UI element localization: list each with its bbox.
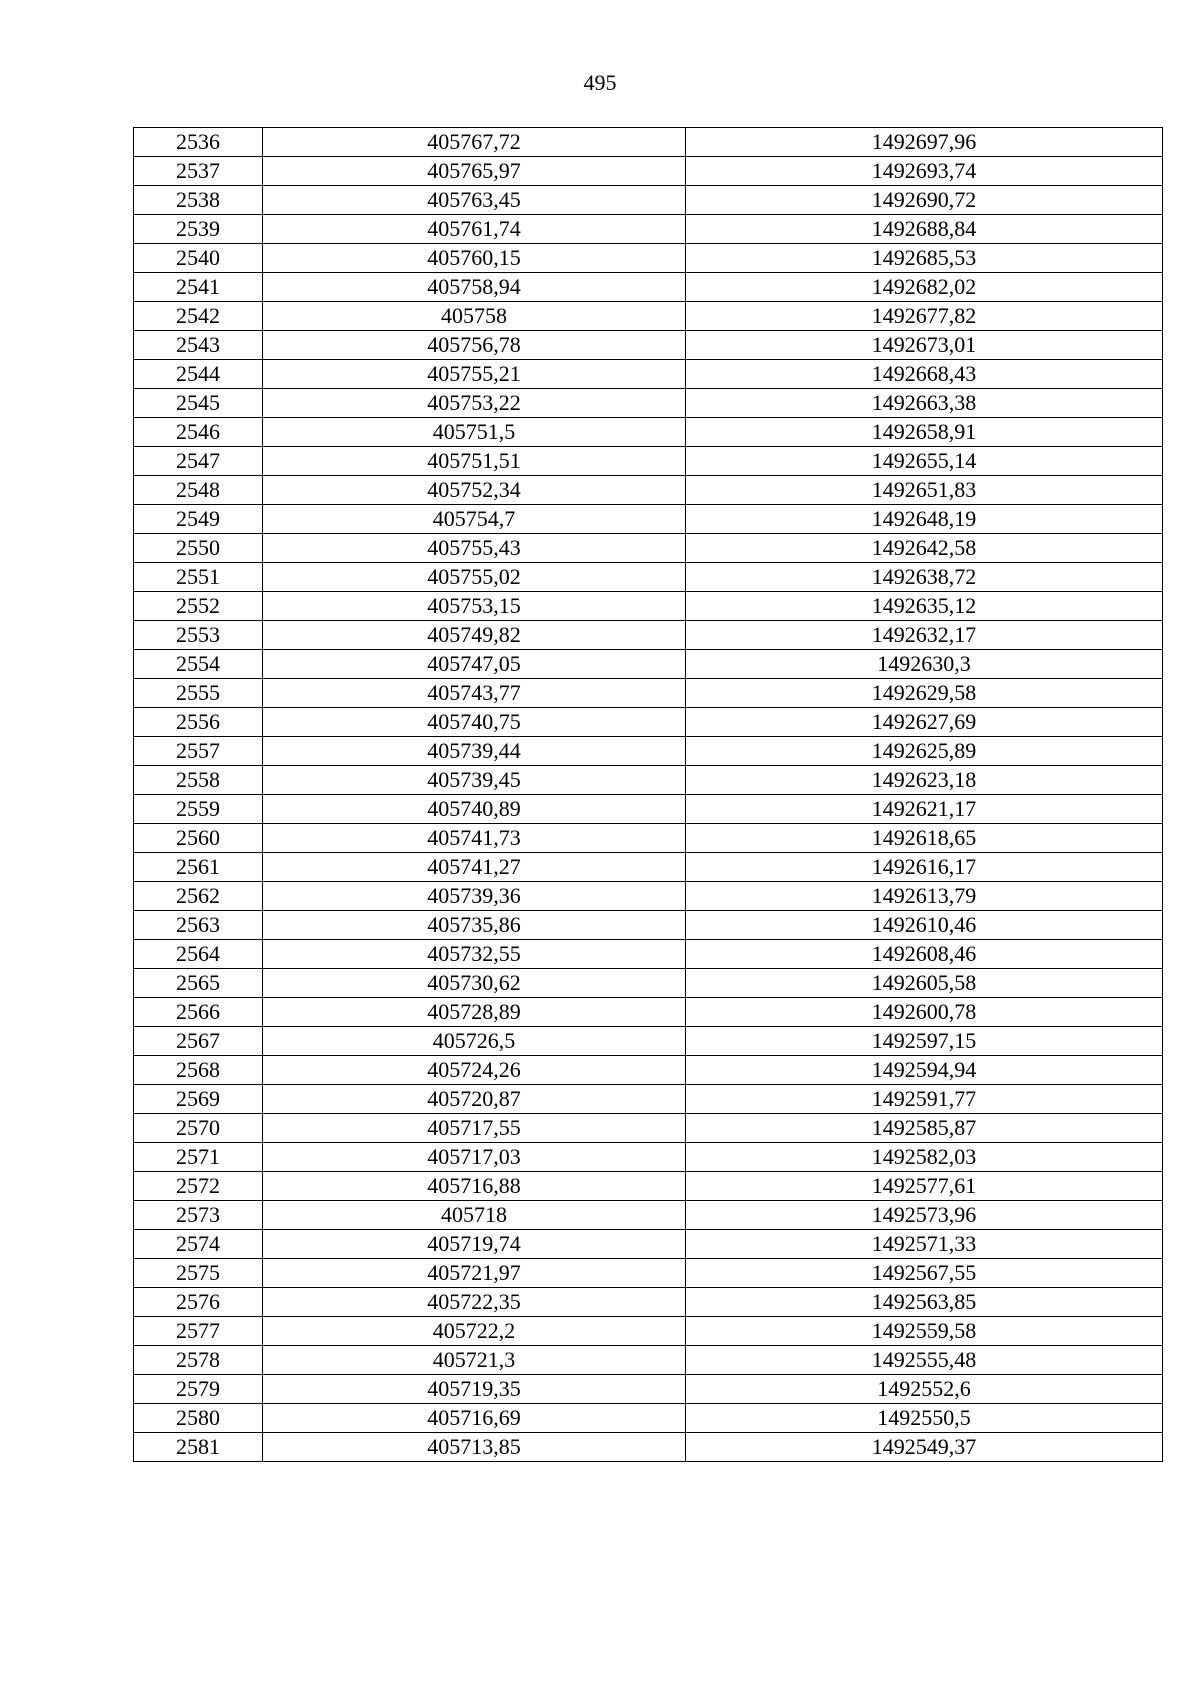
table-row [134,853,1163,882]
table-row [134,505,1163,534]
table-row [134,940,1163,969]
point-number-cell: 2551 [134,563,263,592]
point-number-cell: 2575 [134,1259,263,1288]
point-number-cell: 2543 [134,331,263,360]
y-coordinate-cell: 1492563,85 [686,1288,1163,1317]
y-coordinate-cell: 1492600,78 [686,998,1163,1027]
y-coordinate-cell: 1492559,58 [686,1317,1163,1346]
y-coordinate-cell: 1492638,72 [686,563,1163,592]
y-coordinate-cell: 1492642,58 [686,534,1163,563]
x-coordinate-cell: 405752,34 [263,476,686,505]
point-number-cell: 2548 [134,476,263,505]
x-coordinate-cell: 405758,94 [263,273,686,302]
y-coordinate-cell: 1492621,17 [686,795,1163,824]
table-row [134,708,1163,737]
x-coordinate-cell: 405717,55 [263,1114,686,1143]
point-number-cell: 2550 [134,534,263,563]
table-row [134,418,1163,447]
point-number-cell: 2553 [134,621,263,650]
point-number-cell: 2542 [134,302,263,331]
y-coordinate-cell: 1492616,17 [686,853,1163,882]
y-coordinate-cell: 1492608,46 [686,940,1163,969]
y-coordinate-cell: 1492567,55 [686,1259,1163,1288]
y-coordinate-cell: 1492632,17 [686,621,1163,650]
table-row [134,795,1163,824]
table-row [134,1288,1163,1317]
table-row [134,1230,1163,1259]
point-number-cell: 2552 [134,592,263,621]
x-coordinate-cell: 405761,74 [263,215,686,244]
x-coordinate-cell: 405763,45 [263,186,686,215]
table-row [134,563,1163,592]
x-coordinate-cell: 405755,43 [263,534,686,563]
point-number-cell: 2563 [134,911,263,940]
x-coordinate-cell: 405739,45 [263,766,686,795]
point-number-cell: 2565 [134,969,263,998]
point-number-cell: 2564 [134,940,263,969]
y-coordinate-cell: 1492594,94 [686,1056,1163,1085]
table-row [134,911,1163,940]
y-coordinate-cell: 1492668,43 [686,360,1163,389]
x-coordinate-cell: 405753,22 [263,389,686,418]
x-coordinate-cell: 405728,89 [263,998,686,1027]
table-row [134,1433,1163,1462]
point-number-cell: 2573 [134,1201,263,1230]
y-coordinate-cell: 1492571,33 [686,1230,1163,1259]
x-coordinate-cell: 405722,35 [263,1288,686,1317]
x-coordinate-cell: 405718 [263,1201,686,1230]
x-coordinate-cell: 405721,97 [263,1259,686,1288]
table-row [134,476,1163,505]
table-row [134,824,1163,853]
point-number-cell: 2581 [134,1433,263,1462]
table-row [134,534,1163,563]
x-coordinate-cell: 405730,62 [263,969,686,998]
point-number-cell: 2540 [134,244,263,273]
y-coordinate-cell: 1492585,87 [686,1114,1163,1143]
x-coordinate-cell: 405720,87 [263,1085,686,1114]
y-coordinate-cell: 1492682,02 [686,273,1163,302]
table-row [134,389,1163,418]
y-coordinate-cell: 1492688,84 [686,215,1163,244]
x-coordinate-cell: 405740,89 [263,795,686,824]
point-number-cell: 2547 [134,447,263,476]
coordinates-table-body [134,128,1163,1462]
y-coordinate-cell: 1492677,82 [686,302,1163,331]
table-row [134,998,1163,1027]
point-number-cell: 2545 [134,389,263,418]
x-coordinate-cell: 405724,26 [263,1056,686,1085]
point-number-cell: 2538 [134,186,263,215]
x-coordinate-cell: 405753,15 [263,592,686,621]
point-number-cell: 2572 [134,1172,263,1201]
y-coordinate-cell: 1492685,53 [686,244,1163,273]
x-coordinate-cell: 405739,44 [263,737,686,766]
table-row [134,273,1163,302]
point-number-cell: 2555 [134,679,263,708]
y-coordinate-cell: 1492552,6 [686,1375,1163,1404]
point-number-cell: 2557 [134,737,263,766]
table-row [134,621,1163,650]
y-coordinate-cell: 1492605,58 [686,969,1163,998]
y-coordinate-cell: 1492618,65 [686,824,1163,853]
table-row [134,766,1163,795]
point-number-cell: 2576 [134,1288,263,1317]
point-number-cell: 2580 [134,1404,263,1433]
y-coordinate-cell: 1492697,96 [686,128,1163,157]
x-coordinate-cell: 405741,73 [263,824,686,853]
table-row [134,360,1163,389]
point-number-cell: 2559 [134,795,263,824]
y-coordinate-cell: 1492627,69 [686,708,1163,737]
point-number-cell: 2561 [134,853,263,882]
x-coordinate-cell: 405726,5 [263,1027,686,1056]
x-coordinate-cell: 405758 [263,302,686,331]
y-coordinate-cell: 1492582,03 [686,1143,1163,1172]
table-row [134,1404,1163,1433]
x-coordinate-cell: 405719,35 [263,1375,686,1404]
x-coordinate-cell: 405743,77 [263,679,686,708]
x-coordinate-cell: 405755,02 [263,563,686,592]
x-coordinate-cell: 405751,5 [263,418,686,447]
x-coordinate-cell: 405741,27 [263,853,686,882]
point-number-cell: 2569 [134,1085,263,1114]
x-coordinate-cell: 405751,51 [263,447,686,476]
point-number-cell: 2562 [134,882,263,911]
y-coordinate-cell: 1492577,61 [686,1172,1163,1201]
point-number-cell: 2539 [134,215,263,244]
x-coordinate-cell: 405747,05 [263,650,686,679]
table-row [134,186,1163,215]
y-coordinate-cell: 1492597,15 [686,1027,1163,1056]
x-coordinate-cell: 405754,7 [263,505,686,534]
x-coordinate-cell: 405735,86 [263,911,686,940]
point-number-cell: 2549 [134,505,263,534]
point-number-cell: 2577 [134,1317,263,1346]
point-number-cell: 2579 [134,1375,263,1404]
point-number-cell: 2560 [134,824,263,853]
x-coordinate-cell: 405716,69 [263,1404,686,1433]
x-coordinate-cell: 405722,2 [263,1317,686,1346]
table-row [134,1346,1163,1375]
y-coordinate-cell: 1492625,89 [686,737,1163,766]
coordinates-table [133,127,1163,1462]
table-row [134,1375,1163,1404]
point-number-cell: 2571 [134,1143,263,1172]
page-number: 495 [583,70,617,95]
y-coordinate-cell: 1492693,74 [686,157,1163,186]
table-row [134,1114,1163,1143]
y-coordinate-cell: 1492555,48 [686,1346,1163,1375]
y-coordinate-cell: 1492630,3 [686,650,1163,679]
y-coordinate-cell: 1492573,96 [686,1201,1163,1230]
y-coordinate-cell: 1492651,83 [686,476,1163,505]
table-row [134,1201,1163,1230]
table-row [134,447,1163,476]
x-coordinate-cell: 405767,72 [263,128,686,157]
table-row [134,1143,1163,1172]
point-number-cell: 2556 [134,708,263,737]
x-coordinate-cell: 405717,03 [263,1143,686,1172]
table-row [134,1259,1163,1288]
table-row [134,128,1163,157]
point-number-cell: 2574 [134,1230,263,1259]
x-coordinate-cell: 405713,85 [263,1433,686,1462]
x-coordinate-cell: 405739,36 [263,882,686,911]
table-row [134,1172,1163,1201]
y-coordinate-cell: 1492690,72 [686,186,1163,215]
table-row [134,679,1163,708]
y-coordinate-cell: 1492658,91 [686,418,1163,447]
y-coordinate-cell: 1492629,58 [686,679,1163,708]
point-number-cell: 2567 [134,1027,263,1056]
table-row [134,969,1163,998]
point-number-cell: 2544 [134,360,263,389]
point-number-cell: 2578 [134,1346,263,1375]
table-row [134,1056,1163,1085]
table-row [134,157,1163,186]
table-row [134,215,1163,244]
point-number-cell: 2554 [134,650,263,679]
table-row [134,1027,1163,1056]
y-coordinate-cell: 1492591,77 [686,1085,1163,1114]
x-coordinate-cell: 405721,3 [263,1346,686,1375]
y-coordinate-cell: 1492623,18 [686,766,1163,795]
table-row [134,737,1163,766]
x-coordinate-cell: 405719,74 [263,1230,686,1259]
x-coordinate-cell: 405756,78 [263,331,686,360]
point-number-cell: 2568 [134,1056,263,1085]
y-coordinate-cell: 1492673,01 [686,331,1163,360]
x-coordinate-cell: 405749,82 [263,621,686,650]
y-coordinate-cell: 1492648,19 [686,505,1163,534]
point-number-cell: 2541 [134,273,263,302]
y-coordinate-cell: 1492549,37 [686,1433,1163,1462]
y-coordinate-cell: 1492655,14 [686,447,1163,476]
point-number-cell: 2570 [134,1114,263,1143]
table-row [134,882,1163,911]
point-number-cell: 2558 [134,766,263,795]
table-row [134,1317,1163,1346]
point-number-cell: 2566 [134,998,263,1027]
point-number-cell: 2536 [134,128,263,157]
x-coordinate-cell: 405740,75 [263,708,686,737]
y-coordinate-cell: 1492635,12 [686,592,1163,621]
table-row [134,302,1163,331]
table-row [134,650,1163,679]
table-row [134,331,1163,360]
x-coordinate-cell: 405760,15 [263,244,686,273]
table-row [134,592,1163,621]
point-number-cell: 2546 [134,418,263,447]
y-coordinate-cell: 1492663,38 [686,389,1163,418]
table-row [134,1085,1163,1114]
point-number-cell: 2537 [134,157,263,186]
y-coordinate-cell: 1492550,5 [686,1404,1163,1433]
x-coordinate-cell: 405716,88 [263,1172,686,1201]
x-coordinate-cell: 405732,55 [263,940,686,969]
y-coordinate-cell: 1492610,46 [686,911,1163,940]
table-row [134,244,1163,273]
x-coordinate-cell: 405765,97 [263,157,686,186]
x-coordinate-cell: 405755,21 [263,360,686,389]
y-coordinate-cell: 1492613,79 [686,882,1163,911]
